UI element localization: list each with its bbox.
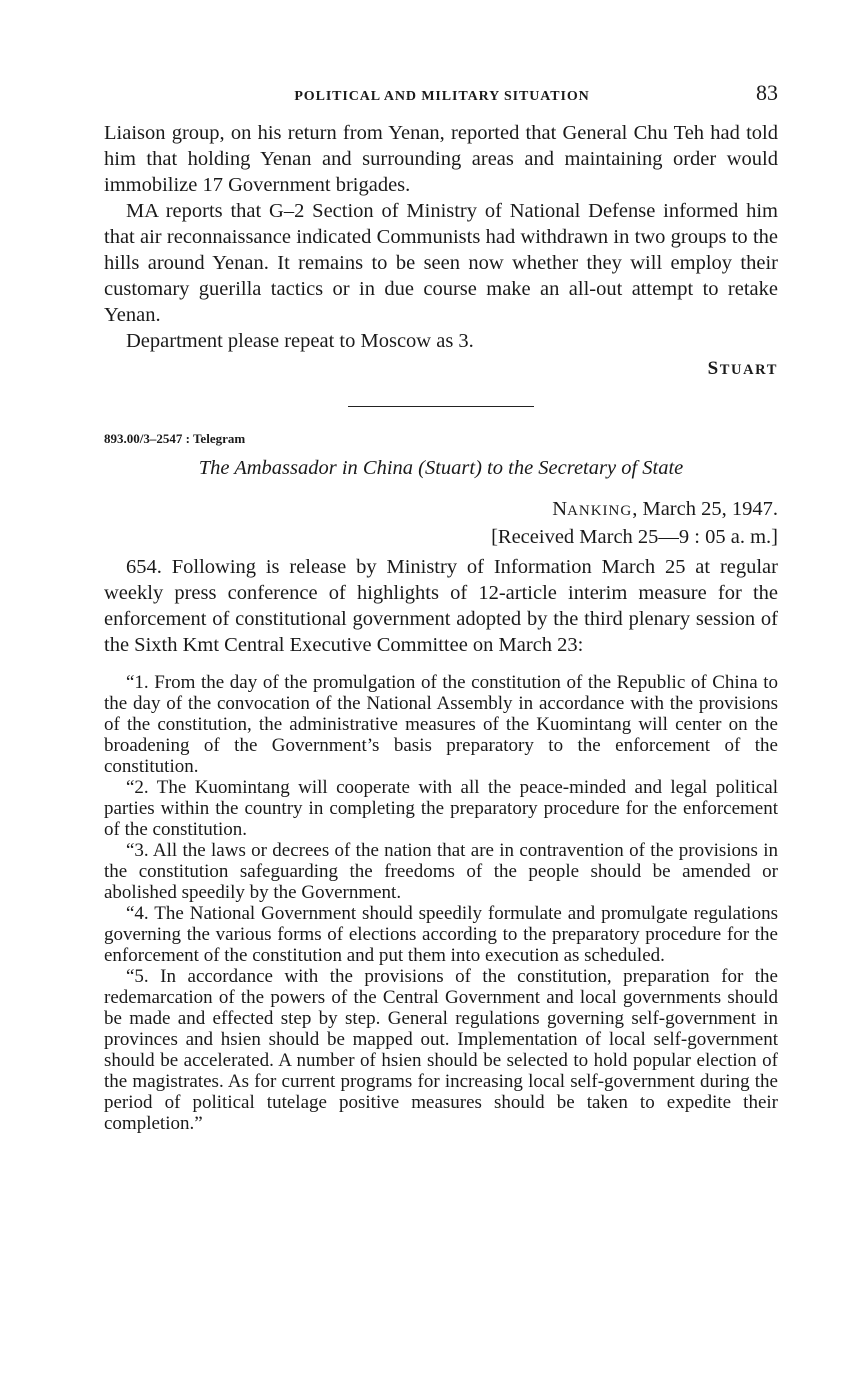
signature [104, 358, 778, 380]
article-2: “2. The Kuomintang will cooperate with all the peace-minded and legal political parties within the country in completing the preparatory procedure for the enforcement of the constitution. [104, 777, 778, 840]
quoted-articles [104, 672, 778, 1134]
article-5: “5. In accordance with the provisions of the constitution, preparation for the redemarcation of the powers of the Central Government and local governments should be made and effected step by step. General regulations governing self-government in provinces and hsien should be mapped out. Implementation of local self-government should be accelerated. A number of hsien should be selected to hold popular election of the magistrates. As for current programs for increasing local self-government during the period of political tutelage positive measures should be taken to expedite their completion.” [104, 966, 778, 1134]
article-1: “1. From the day of the promulgation of the constitution of the Republic of China to the day of the convocation of the National Assembly in accordance with the provisions of the constitution, the administrative measures of the Kuomintang will center on the broadening of the Government’s basis preparatory to the enforcement of the constitution. [104, 672, 778, 777]
paragraph: Department please repeat to Moscow as 3. [126, 330, 474, 352]
signature-rest: TUART [719, 362, 778, 378]
place-initial: N [552, 498, 568, 520]
release-intro: 654. Following is release by Ministry of Information March 25 at regular weekly press conference of highlights of 12-article interim measure for the enforcement of constitutional government adopted by the third plenary session of the Sixth Kmt Central Executive Committee on March 23: [104, 556, 778, 656]
telegram-title: The Ambassador in China (Stuart) to the Secretary of State [198, 457, 684, 479]
section-divider [348, 406, 534, 407]
paragraph: Liaison group, on his return from Yenan, reported that General Chu Teh had told him that holding Yenan and surrounding areas and maintaining order would immobilize 17 Government brigades. [104, 122, 778, 196]
document-page [104, 80, 778, 1134]
article-4: “4. The National Government should speedily formulate and promulgate regulations governing the various forms of elections according to the preparatory procedure for the enforcement of the constitution and put them into execution as scheduled. [104, 903, 778, 966]
previous-telegram-body [104, 120, 778, 380]
file-reference: 893.00/3–2547 : Telegram [104, 431, 246, 446]
running-head: POLITICAL AND MILITARY SITUATION [294, 89, 590, 104]
page-header [104, 80, 778, 106]
signature-initial: S [707, 358, 720, 379]
article-3: “3. All the laws or decrees of the nation that are in contravention of the provisions in the constitution safeguarding the freedoms of the people should be amended or abolished speedily by the Government. [104, 840, 778, 903]
paragraph: MA reports that G–2 Section of Ministry of National Defense informed him that air reconnaissance indicated Communists had withdrawn in two groups to the hills around Yenan. It remains to be seen now whether they will employ their customary guerilla tactics or in due course make an all-out attempt to retake Yenan. [104, 200, 778, 326]
page-number: 83 [756, 80, 778, 105]
place-date-line [104, 496, 778, 524]
place-rest: ANKING [567, 503, 633, 519]
received-line: [Received March 25—9 : 05 a. m.] [491, 526, 778, 548]
date: , March 25, 1947. [632, 498, 778, 520]
